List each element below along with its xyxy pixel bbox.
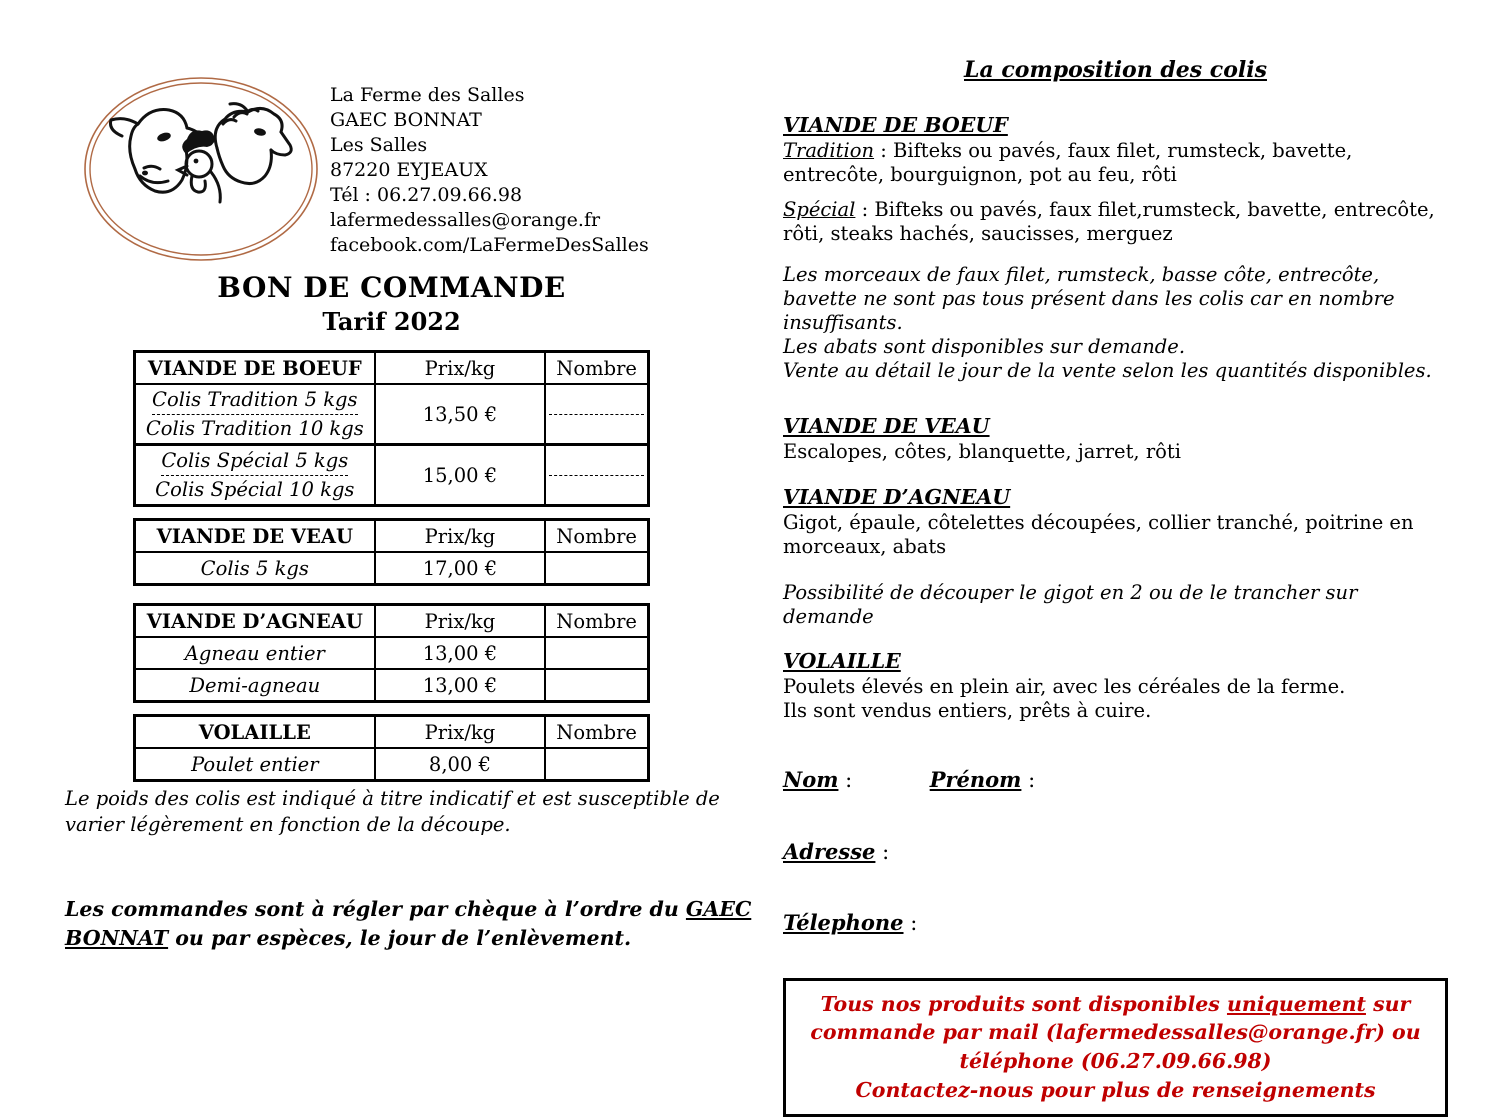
product-label: Demi-agneau [136, 670, 376, 700]
section-heading-veau: VIANDE DE VEAU [783, 413, 990, 438]
title-main: BON DE COMMANDE [217, 271, 566, 304]
email-line: lafermedessalles@orange.fr [330, 209, 601, 232]
colon: : [875, 839, 890, 864]
table-row [136, 670, 647, 700]
price-table-agneau [133, 603, 650, 703]
contact-box-text: Tous nos produits sont disponibles [820, 991, 1227, 1016]
phone-line: Tél : 06.27.09.66.98 [330, 184, 523, 207]
title-sub: Tarif 2022 [322, 307, 461, 336]
column-header-price: Prix/kg [376, 521, 547, 551]
section-agneau [783, 485, 1448, 559]
colon: : [1021, 767, 1036, 792]
price-value: 15,00 € [376, 446, 547, 504]
special-text: : Bifteks ou pavés, faux filet,rumsteck, bavette, entrecôte, rôti, steaks hachés, saucisses, merguez [783, 197, 1435, 245]
product-label: Agneau entier [136, 638, 376, 668]
column-header-price: Prix/kg [376, 717, 547, 747]
tradition-label: Tradition [783, 139, 875, 162]
form-row-telephone [783, 910, 1448, 935]
section-veau [783, 414, 1448, 464]
table-row [136, 553, 647, 583]
column-header-category: VOLAILLE [136, 717, 376, 747]
table-row [136, 446, 647, 504]
table-row [136, 749, 647, 779]
count-cell [546, 638, 647, 668]
volaille-line2: Ils sont vendus entiers, prêts à cuire. [783, 698, 1152, 722]
product-label: Colis Spécial 10 kgs [155, 478, 355, 502]
note-abats: Les abats sont disponibles sur demande. [783, 334, 1186, 358]
contact-block [330, 83, 649, 259]
document-title [133, 271, 650, 336]
agneau-note: Possibilité de découper le gigot en 2 ou de le trancher sur demande [783, 580, 1358, 628]
column-header-count: Nombre [556, 524, 637, 548]
table-header-row [136, 606, 647, 638]
product-label: Poulet entier [136, 749, 376, 779]
boeuf-notes [783, 263, 1448, 383]
column-header-count: Nombre [556, 720, 637, 744]
contact-box-text: sur commande par mail (lafermedessalles@orange.fr) ou téléphone (06.27.09.66.98) [810, 991, 1421, 1074]
product-label: Colis Tradition 5 kgs [152, 385, 358, 415]
telephone-label: Télephone [783, 909, 904, 935]
payment-note [65, 895, 755, 953]
column-header-price: Prix/kg [376, 606, 547, 636]
column-header-category: VIANDE D’AGNEAU [136, 606, 376, 636]
price-table-veau [133, 518, 650, 586]
count-cell [546, 553, 647, 583]
table-row [136, 385, 647, 446]
tradition-text: : Bifteks ou pavés, faux filet, rumsteck, bavette, entrecôte, bourguignon, pot au feu, rôti [783, 139, 1353, 186]
prenom-label: Prénom [929, 766, 1022, 792]
price-value: 13,00 € [376, 638, 547, 668]
facebook-line: facebook.com/LaFermeDesSalles [330, 234, 649, 257]
price-value: 17,00 € [376, 553, 547, 583]
product-label: Colis Spécial 5 kgs [161, 446, 348, 476]
company-name: GAEC BONNAT [330, 109, 482, 132]
table-header-row [136, 521, 647, 553]
form-row-name [783, 767, 1448, 792]
section-heading-boeuf: VIANDE DE BOEUF [783, 113, 1008, 137]
table-header-row [136, 353, 647, 385]
veau-text: Escalopes, côtes, blanquette, jarret, rôti [783, 439, 1181, 463]
table-header-row [136, 717, 647, 749]
section-heading-volaille: VOLAILLE [783, 648, 901, 673]
section-volaille [783, 649, 1448, 723]
contact-box-uniquement: uniquement [1226, 991, 1366, 1016]
count-cell [546, 670, 647, 700]
note-availability: Les morceaux de faux filet, rumsteck, basse côte, entrecôte, bavette ne sont pas tous présent dans les colis car en nombre insuffisants. [783, 262, 1395, 334]
boeuf-special-paragraph [783, 198, 1448, 246]
column-header-count: Nombre [556, 609, 637, 633]
nom-label: Nom [783, 766, 839, 792]
price-value: 13,50 € [376, 385, 547, 443]
prenom-field [930, 768, 1035, 792]
note-vente-detail: Vente au détail le jour de la vente selon les quantités disponibles. [783, 358, 1432, 382]
form-row-adresse [783, 839, 1448, 864]
contact-box-line2: Contactez-nous pour plus de renseignements [855, 1077, 1376, 1102]
nom-field [783, 767, 923, 792]
payment-note-text: ou par espèces, le jour de l’enlèvement. [168, 926, 632, 951]
payment-note-company: GAEC BONNAT [65, 897, 752, 951]
price-value: 8,00 € [376, 749, 547, 779]
divider [549, 475, 644, 476]
order-contact-box [783, 978, 1448, 1117]
farm-animals-logo-svg [80, 74, 322, 264]
count-cell [546, 385, 647, 443]
column-header-count: Nombre [556, 356, 637, 380]
volaille-line1: Poulets élevés en plein air, avec les céréales de la ferme. [783, 674, 1346, 698]
address-line: Les Salles [330, 134, 428, 157]
table-row [136, 638, 647, 670]
count-cell [546, 749, 647, 779]
section-boeuf [783, 113, 1448, 246]
composition-column [783, 57, 1448, 1117]
section-heading-agneau: VIANDE D’AGNEAU [783, 484, 1011, 509]
farm-animals-logo [80, 74, 322, 264]
boeuf-tradition-paragraph [783, 139, 1448, 187]
adresse-label: Adresse [783, 838, 876, 864]
column-header-price: Prix/kg [376, 353, 547, 383]
divider [549, 414, 644, 415]
agneau-text: Gigot, épaule, côtelettes découpées, collier tranché, poitrine en morceaux, abats [783, 510, 1414, 558]
sheep-icon [215, 104, 291, 184]
colon: : [903, 910, 918, 935]
product-label: Colis Tradition 10 kgs [145, 417, 364, 441]
composition-heading: La composition des colis [964, 57, 1267, 83]
weight-disclaimer: Le poids des colis est indiqué à titre indicatif et est susceptible de varier légèrement en fonction de la découpe. [65, 787, 720, 837]
special-label: Spécial [783, 197, 856, 221]
product-labels [136, 446, 376, 504]
price-value: 13,00 € [376, 670, 547, 700]
column-header-category: VIANDE DE VEAU [136, 521, 376, 551]
price-table-boeuf [133, 350, 650, 507]
payment-note-text: Les commandes sont à régler par chèque à l’ordre du [65, 897, 686, 921]
farm-name: La Ferme des Salles [330, 84, 525, 106]
product-labels [136, 385, 376, 443]
count-cell [546, 446, 647, 504]
colon: : [838, 767, 853, 792]
city-line: 87220 EYJEAUX [330, 159, 488, 182]
product-label: Colis 5 kgs [136, 553, 376, 583]
column-header-category: VIANDE DE BOEUF [136, 353, 376, 383]
price-table-volaille [133, 714, 650, 782]
